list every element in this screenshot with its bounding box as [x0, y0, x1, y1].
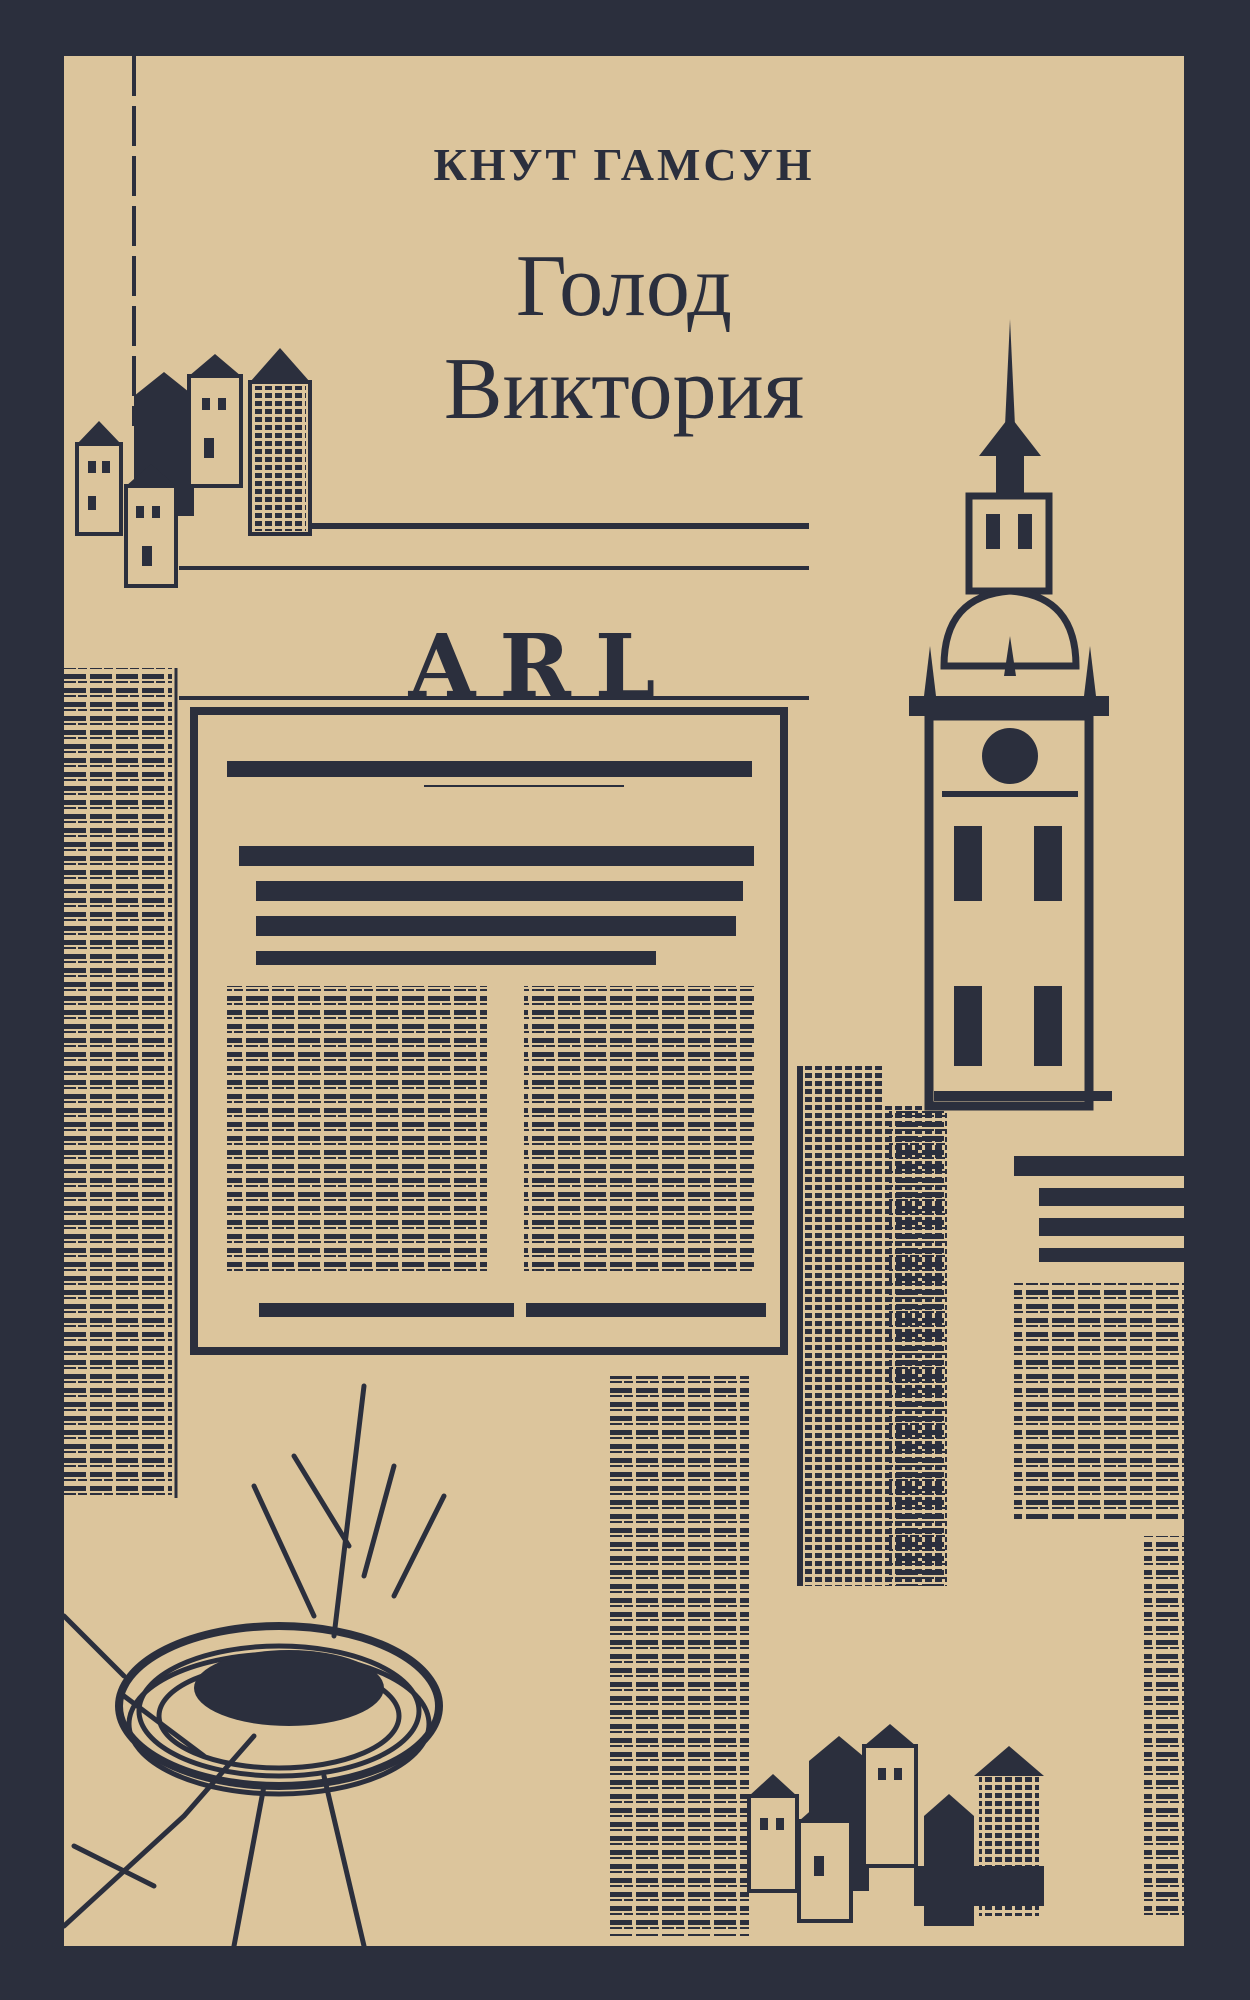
author-name: КНУТ ГАМСУН — [433, 139, 815, 190]
right-text-fragment — [1014, 1156, 1184, 1916]
newspaper-masthead: ARL — [408, 616, 680, 717]
clock-tower-illustration — [909, 319, 1112, 1106]
cover-panel — [64, 56, 1184, 1946]
title-line-2: Виктория — [443, 341, 805, 438]
cover-illustration — [64, 56, 1184, 1946]
bottom-text-column — [609, 1376, 749, 1936]
title-line-1: Голод — [515, 238, 733, 335]
brick-building-illustration — [797, 1066, 947, 1586]
left-text-column — [64, 668, 176, 1498]
newspaper-page-illustration — [194, 711, 784, 1351]
houses-bottom-right-illustration — [749, 1724, 1044, 1926]
